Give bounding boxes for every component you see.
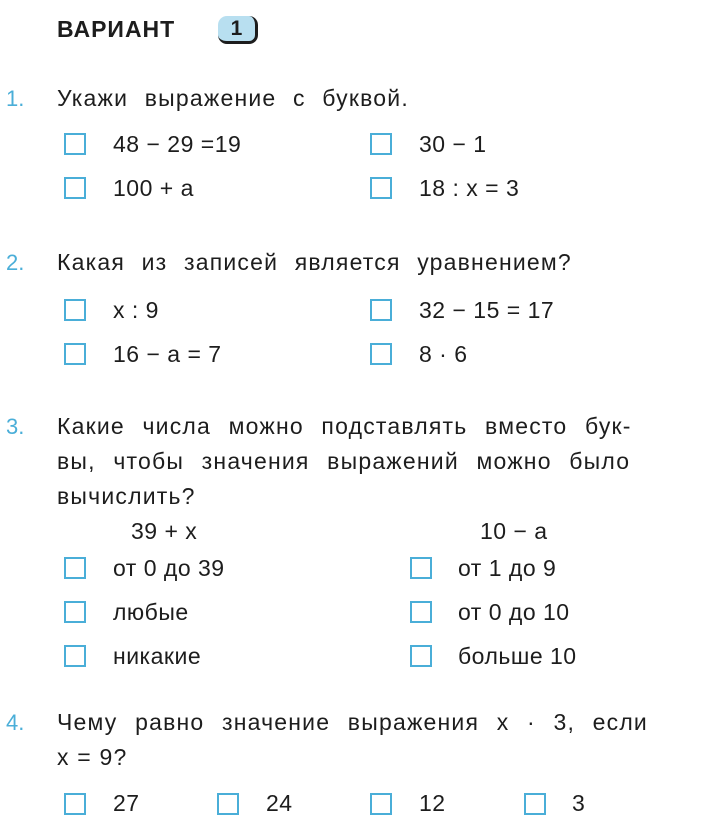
answer-checkbox[interactable] (217, 793, 239, 815)
answer-option: 16 − a = 7 (113, 341, 222, 367)
answer-option: от 0 до 10 (458, 599, 570, 625)
answer-option: 8 · 6 (419, 341, 468, 367)
question-text-line: вычислить? (57, 483, 196, 509)
answer-checkbox[interactable] (64, 133, 86, 155)
question-text-line: вы, чтобы значения выражений можно было (57, 448, 631, 474)
answer-option: никакие (113, 643, 202, 669)
question-number: 4. (6, 710, 25, 735)
question-number: 2. (6, 250, 25, 275)
answer-checkbox[interactable] (410, 645, 432, 667)
answer-option: любые (113, 599, 189, 625)
answer-option: 3 (572, 790, 586, 816)
answer-checkbox[interactable] (370, 177, 392, 199)
answer-checkbox[interactable] (410, 557, 432, 579)
answer-option: 12 (419, 790, 446, 816)
answer-option: 32 − 15 = 17 (419, 297, 555, 323)
question-text: Какая из записей является уравнением? (57, 249, 572, 275)
answer-option: 24 (266, 790, 293, 816)
answer-checkbox[interactable] (64, 601, 86, 623)
answer-option: 30 − 1 (419, 131, 487, 157)
answer-option: 48 − 29 =19 (113, 131, 242, 157)
answer-checkbox[interactable] (64, 557, 86, 579)
answer-option: 18 : x = 3 (419, 175, 520, 201)
question-number: 1. (6, 86, 25, 111)
question-text-line: Чему равно значение выражения x · 3, если (57, 709, 648, 735)
question-text-line: Какие числа можно подставлять вместо бук- (57, 413, 632, 439)
answer-option: от 1 до 9 (458, 555, 557, 581)
answer-checkbox[interactable] (64, 793, 86, 815)
answer-checkbox[interactable] (64, 343, 86, 365)
question-text-line: x = 9? (57, 744, 128, 770)
expression-left: 39 + x (131, 518, 198, 544)
variant-badge: 1 (218, 16, 258, 44)
answer-checkbox[interactable] (370, 793, 392, 815)
answer-checkbox[interactable] (524, 793, 546, 815)
answer-checkbox[interactable] (370, 299, 392, 321)
page-title: ВАРИАНТ (57, 16, 176, 42)
answer-checkbox[interactable] (410, 601, 432, 623)
question-text: Укажи выражение с буквой. (57, 85, 409, 111)
expression-right: 10 − a (480, 518, 548, 544)
answer-checkbox[interactable] (370, 133, 392, 155)
question-number: 3. (6, 414, 25, 439)
answer-checkbox[interactable] (64, 645, 86, 667)
answer-option: больше 10 (458, 643, 577, 669)
answer-option: 100 + a (113, 175, 194, 201)
answer-checkbox[interactable] (64, 299, 86, 321)
answer-option: 27 (113, 790, 140, 816)
answer-option: x : 9 (113, 297, 159, 323)
answer-checkbox[interactable] (370, 343, 392, 365)
answer-checkbox[interactable] (64, 177, 86, 199)
answer-option: от 0 до 39 (113, 555, 225, 581)
